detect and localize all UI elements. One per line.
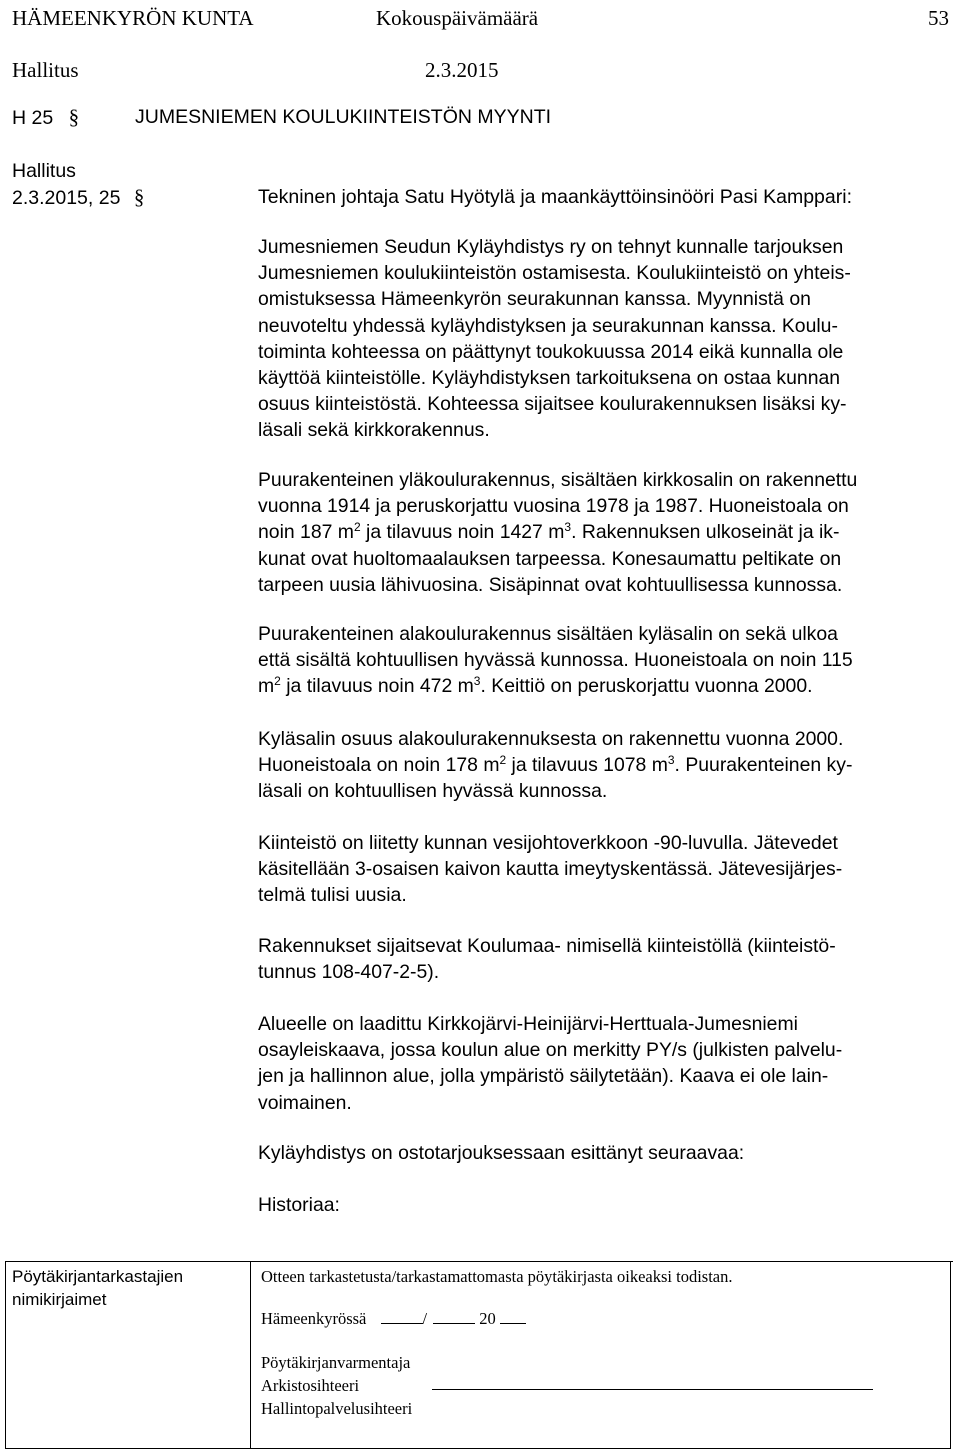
text-line: käsitellään 3-osaisen kaivon kautta imeytyskentässä. Jätevesijärjes-	[258, 858, 843, 881]
paragraph-1	[258, 234, 940, 444]
footer-month-blank	[433, 1308, 475, 1324]
page-number: 53	[928, 6, 949, 30]
meeting-intro: Tekninen johtaja Satu Hyötylä ja maankäyttöinsinööri Pasi Kamppari:	[258, 186, 852, 208]
text-line: Alueelle on laadittu Kirkkojärvi-Heinijärvi-Herttuala-Jumesniemi	[258, 1013, 798, 1035]
paragraph-2	[258, 467, 940, 598]
meeting-date-ref	[12, 185, 144, 210]
text-line: tunnus 108-407-2-5).	[258, 961, 440, 984]
footer-year-blank	[500, 1308, 526, 1324]
text-line: vuonna 1914 ja peruskorjattu vuosina 1978 ja 1987. Huoneistoala on	[258, 495, 849, 518]
text-line: tarpeen uusia lähivuosina. Sisäpinnat ovat kohtuullisessa kunnossa.	[258, 573, 843, 596]
text-line: Puurakenteinen alakoulurakennus sisältäen kyläsalin on sekä ulkoa	[258, 623, 838, 645]
paragraph-3	[258, 621, 940, 700]
paragraph-5	[258, 830, 940, 909]
text-line: kunat ovat huoltomaalauksen tarpeessa. Konesaumattu peltikate on	[258, 547, 842, 570]
footer-place-date	[261, 1307, 526, 1330]
footer-initials-label	[12, 1265, 183, 1311]
footer-certify: Otteen tarkastetusta/tarkastamattomasta pöytäkirjasta oikeaksi todistan.	[261, 1267, 733, 1286]
org-name: HÄMEENKYRÖN KUNTA	[12, 6, 254, 30]
header-board: Hallitus	[12, 58, 79, 82]
text-line: läsali on kohtuullisen hyvässä kunnossa.	[258, 780, 608, 803]
text-line: $m^2$ ja tilavuus noin 472 $m^3$. Keittiö on peruskorjattu vuonna 2000.	[258, 674, 813, 698]
footer-place: Hämeenkyrössä	[261, 1309, 367, 1328]
text-line: osayleiskaava, jossa koulun alue on merkitty PY/s (julkisten palvelu-	[258, 1039, 843, 1062]
text-line: Historiaa:	[258, 1194, 340, 1216]
text-line: Kyläyhdistys on ostotarjouksessaan esittänyt seuraavaa:	[258, 1142, 745, 1164]
footer-role-3: Hallintopalvelusihteeri	[261, 1399, 413, 1418]
footer-year: 20	[479, 1309, 496, 1328]
paragraph-6	[258, 933, 940, 985]
section-number: H 25	[12, 107, 54, 129]
header-date: 2.3.2015	[425, 58, 499, 82]
footer-signature-line	[432, 1389, 873, 1390]
text-line: omistuksessa Hämeenkyrön seurakunnan kanssa. Myynnistä on	[258, 288, 811, 311]
meeting-board: Hallitus	[12, 160, 76, 182]
section-title: JUMESNIEMEN KOULUKIINTEISTÖN MYYNTI	[135, 106, 552, 128]
section-code	[12, 105, 79, 130]
footer-box	[5, 1261, 951, 1449]
footer-day-blank	[381, 1308, 423, 1324]
text-line: osuus kiinteistöstä. Kohteessa sijaitsee koulurakennuksen lisäksi ky-	[258, 393, 847, 416]
meeting-section-sign: §	[133, 185, 145, 209]
text-line: Huoneistoala on noin 178 $m^2$ ja tilavuus 1078 $m^3$. Puurakenteinen ky-	[258, 753, 853, 777]
footer-role-1: Pöytäkirjanvarmentaja	[261, 1353, 411, 1372]
footer-slash: /	[422, 1309, 428, 1328]
text-line: Jumesniemen Seudun Kyläyhdistys ry on tehnyt kunnalle tarjouksen	[258, 236, 844, 258]
text-line: Kiinteistö on liitetty kunnan vesijohtoverkkoon -90-luvulla. Jätevedet	[258, 832, 838, 854]
footer-left-line1: Pöytäkirjantarkastajien	[12, 1267, 184, 1286]
text-line: käyttöä kiinteistölle. Kyläyhdistyksen tarkoituksena on ostaa kunnan	[258, 366, 841, 389]
text-line: neuvoteltu yhdessä kyläyhdistyksen ja seurakunnan kanssa. Koulu-	[258, 314, 838, 337]
paragraph-4	[258, 726, 940, 805]
meeting-date-label: Kokouspäivämäärä	[376, 6, 539, 30]
text-line: noin 187 $m^2$ ja tilavuus noin 1427 $m^3$. Rakennuksen ulkoseinät ja ik-	[258, 520, 840, 544]
text-line: Puurakenteinen yläkoulurakennus, sisältäen kirkkosalin on rakennettu	[258, 469, 858, 491]
text-line: Jumesniemen koulukiinteistön ostamisesta. Koulukiinteistö on yhteis-	[258, 262, 851, 285]
text-line: läsali sekä kirkkorakennus.	[258, 419, 490, 442]
section-sign: §	[68, 105, 80, 129]
meeting-date-ref-text: 2.3.2015, 25	[12, 187, 121, 209]
text-line: telmä tulisi uusia.	[258, 884, 407, 907]
paragraph-9	[258, 1192, 940, 1218]
text-line: jen ja hallinnon alue, jolla ympäristö säilytetään). Kaava ei ole lain-	[258, 1065, 829, 1088]
text-line: Kyläsalin osuus alakoulurakennuksesta on rakennettu vuonna 2000.	[258, 728, 844, 750]
text-line: että sisältä kohtuullisen hyvässä kunnossa. Huoneistoala on noin 115	[258, 649, 853, 672]
text-line: Rakennukset sijaitsevat Koulumaa- nimisellä kiinteistöllä (kiinteistö-	[258, 935, 836, 957]
paragraph-8	[258, 1140, 940, 1166]
footer-left-line2: nimikirjaimet	[12, 1290, 107, 1309]
text-line: voimainen.	[258, 1091, 352, 1114]
footer-role-2: Arkistosihteeri	[261, 1376, 360, 1395]
paragraph-7	[258, 1011, 940, 1116]
footer-divider	[250, 1261, 251, 1448]
text-line: toiminta kohteessa on päättynyt toukokuussa 2014 eikä kunnalla ole	[258, 340, 844, 363]
